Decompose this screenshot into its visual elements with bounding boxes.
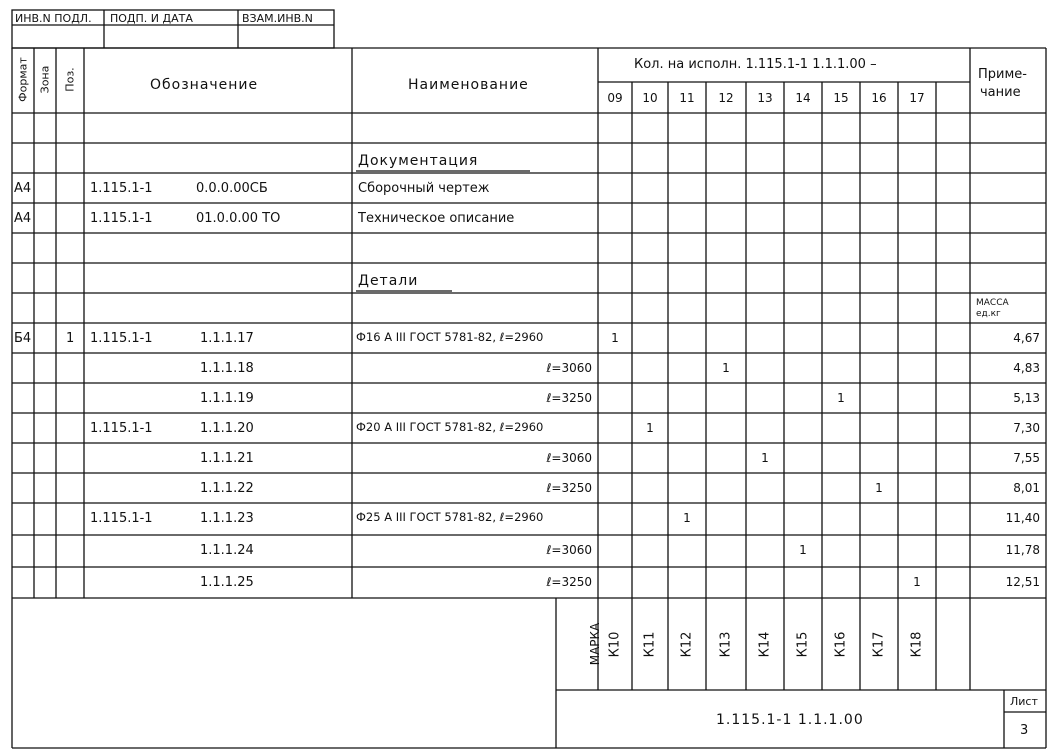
mark-label: К11 — [642, 631, 658, 658]
part-code2: 1.1.1.17 — [200, 331, 254, 346]
list-number: 3 — [1020, 723, 1029, 738]
exec-number: 09 — [607, 91, 623, 105]
part-code2: 1.1.1.22 — [200, 481, 254, 496]
part-name: Ф16 А III ГОСТ 5781-82, ℓ=2960 — [356, 330, 544, 344]
header-kol-title: Кол. на исполн. 1.115.1-1 1.1.1.00 – — [634, 57, 877, 72]
part-format: Б4 — [14, 331, 32, 346]
part-qty: 1 — [913, 575, 921, 589]
mark-label: К10 — [607, 631, 623, 658]
mark-label: К15 — [795, 631, 811, 658]
header-primechanie-1: Приме- — [978, 67, 1027, 82]
section-documentation: Документация — [358, 153, 479, 169]
header-naimenovanie: Наименование — [408, 77, 529, 93]
doc-name: Техническое описание — [358, 211, 515, 226]
part-mass: 8,01 — [1013, 481, 1040, 495]
exec-number: 16 — [871, 91, 887, 105]
part-code2: 1.1.1.23 — [200, 511, 254, 526]
part-mass: 5,13 — [1013, 391, 1040, 405]
part-qty: 1 — [761, 451, 769, 465]
stamp-podp-data: ПОДП. И ДАТА — [110, 12, 193, 25]
exec-number: 11 — [679, 91, 695, 105]
mark-label: К12 — [679, 631, 695, 658]
exec-number: 12 — [718, 91, 734, 105]
part-code2: 1.1.1.19 — [200, 391, 254, 406]
doc-format: А4 — [14, 211, 32, 226]
part-qty: 1 — [646, 421, 654, 435]
part-code: 1.115.1-1 — [90, 421, 153, 436]
header-oboznachenie: Обозначение — [150, 77, 259, 93]
part-mass: 4,67 — [1013, 331, 1040, 345]
exec-number: 14 — [795, 91, 811, 105]
header-poz: Поз. — [63, 67, 77, 92]
header-zona: Зона — [38, 65, 52, 94]
part-code2: 1.1.1.21 — [200, 451, 254, 466]
stamp-vzam-inv: ВЗАМ.ИНВ.N — [242, 12, 313, 25]
section-details: Детали — [358, 273, 419, 289]
part-code: 1.115.1-1 — [90, 511, 153, 526]
marka-label: МАРКА — [588, 622, 602, 666]
doc-code2: 0.0.0.00СБ — [196, 181, 268, 196]
mark-label: К13 — [718, 631, 734, 658]
part-mass: 11,78 — [1005, 543, 1040, 557]
exec-number: 15 — [833, 91, 849, 105]
doc-code: 1.115.1-1 — [90, 211, 153, 226]
part-qty: 1 — [837, 391, 845, 405]
part-mass: 12,51 — [1005, 575, 1040, 589]
part-mass: 11,40 — [1005, 511, 1040, 525]
title-designation: 1.115.1-1 1.1.1.00 — [716, 712, 864, 728]
part-name: ℓ=3060 — [546, 361, 592, 375]
doc-code2: 01.0.0.00 ТО — [196, 211, 281, 226]
part-mass: 7,30 — [1013, 421, 1040, 435]
part-qty: 1 — [611, 331, 619, 345]
doc-code: 1.115.1-1 — [90, 181, 153, 196]
part-mass: 4,83 — [1013, 361, 1040, 375]
mark-label: К14 — [757, 631, 773, 658]
part-name: ℓ=3250 — [546, 575, 592, 589]
part-name: ℓ=3060 — [546, 451, 592, 465]
list-label: Лист — [1010, 695, 1038, 708]
part-code2: 1.1.1.18 — [200, 361, 254, 376]
part-mass: 7,55 — [1013, 451, 1040, 465]
part-qty: 1 — [799, 543, 807, 557]
header-format: Формат — [16, 57, 30, 102]
part-code: 1.115.1-1 — [90, 331, 153, 346]
part-qty: 1 — [875, 481, 883, 495]
part-name: Ф25 А III ГОСТ 5781-82, ℓ=2960 — [356, 510, 544, 524]
part-name: ℓ=3250 — [546, 481, 592, 495]
mark-label: К16 — [833, 631, 849, 658]
part-qty: 1 — [722, 361, 730, 375]
exec-number: 17 — [909, 91, 925, 105]
part-name: ℓ=3250 — [546, 391, 592, 405]
mass-header-1: МАССА — [976, 298, 1009, 308]
part-name: ℓ=3060 — [546, 543, 592, 557]
mark-label: К17 — [871, 631, 887, 658]
part-qty: 1 — [683, 511, 691, 525]
mark-label: К18 — [909, 631, 925, 658]
exec-number: 13 — [757, 91, 773, 105]
part-code2: 1.1.1.25 — [200, 575, 254, 590]
part-code2: 1.1.1.20 — [200, 421, 254, 436]
header-primechanie-2: чание — [980, 85, 1021, 100]
stamp-inv-podl: ИНВ.N ПОДЛ. — [15, 12, 92, 25]
doc-format: А4 — [14, 181, 32, 196]
part-code2: 1.1.1.24 — [200, 543, 254, 558]
doc-name: Сборочный чертеж — [358, 181, 490, 196]
exec-number: 10 — [642, 91, 658, 105]
mass-header-2: ед.кг — [976, 309, 1001, 319]
part-name: Ф20 А III ГОСТ 5781-82, ℓ=2960 — [356, 420, 544, 434]
part-poz: 1 — [66, 331, 75, 346]
